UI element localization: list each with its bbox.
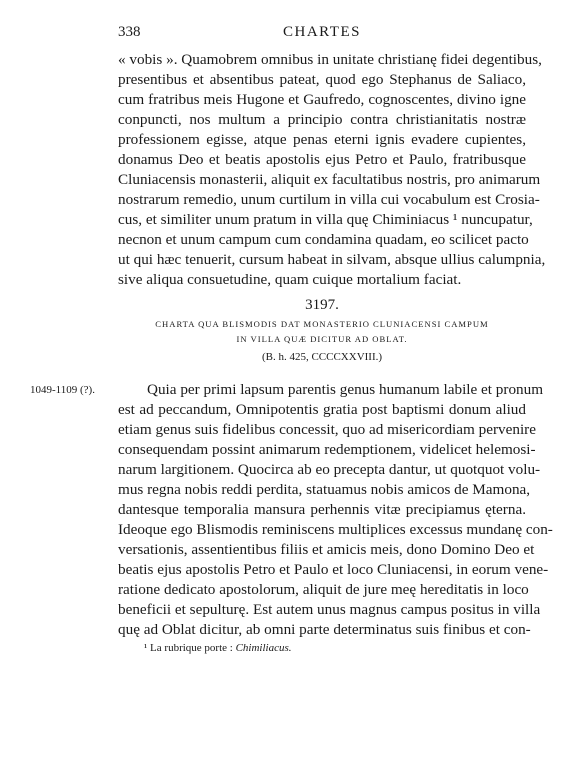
footnote-italic: Chimiliacus. — [235, 642, 292, 654]
text-line: Ideoque ego Blismodis reminiscens multiplices excessus mundanę con- — [118, 521, 553, 538]
text-line: Cluniacensis monasterii, aliquit ex facultatibus nostris, pro animarum — [118, 171, 541, 188]
text-line: mus regna nobis reddi perdita, statuamus nobis amicos de Mamona, — [118, 481, 531, 498]
charter-number: 3197. — [305, 297, 339, 313]
page-header — [118, 24, 526, 44]
page-number: 338 — [118, 24, 141, 40]
text-line: ratione dedicato apostolorum, aliquit de jure meę hereditatis in loco — [118, 581, 529, 598]
charter-title-line-2: IN VILLA QUÆ DICITUR AD OBLAT. — [236, 334, 408, 344]
text-line: beneficii et sepulturę. Est autem unus magnus campus positus in villa — [118, 601, 541, 618]
text-line: donamus Deo et beatis apostolis ejus Petro et Paulo, fratribusque — [118, 151, 526, 168]
charter-reference: (B. h. 425, CCCCXXVIII.) — [261, 351, 383, 363]
running-title: CHARTES — [283, 24, 361, 40]
text-line: versationis, assentientibus filiis et amicis meis, dono Domino Deo et — [118, 541, 535, 558]
text-line: ut qui hæc tenuerit, cursum habeat in silvam, absque ullius calumpnia, — [118, 251, 546, 268]
text-line: cum fratribus meis Hugone et Gaufredo, cognoscentes, divino igne — [118, 91, 526, 108]
text-line: nostrarum remedio, unum curtilum in villa cui vocabulum est Crosia- — [118, 191, 540, 208]
footnote-text: ¹ La rubrique porte : — [144, 642, 233, 654]
text-line: sive aliqua consuetudine, quam cuique mortalium faciat. — [118, 271, 462, 288]
text-line: consequendam possint animarum redemptionem, videlicet helemosi- — [118, 441, 536, 458]
text-line: « vobis ». Quamobrem omnibus in unitate christianę fidei degentibus, — [118, 51, 542, 68]
text-line: dantesque temporalia mansura perhennis vitæ precipiamus ęterna. — [118, 501, 526, 518]
text-line: quę ad Oblat dicitur, ab omni parte determinatus suis finibus et con- — [118, 621, 531, 638]
text-line: presentibus et absentibus pateat, quod ego Stephanus de Saliaco, — [118, 71, 526, 88]
text-line: etiam genus suis fidelibus concessit, quo ad misericordiam pervenire — [118, 421, 536, 438]
text-line: est ad peccandum, Omnipotentis gratia post baptismi donum aliud — [118, 401, 526, 418]
text-line: beatis ejus apostolis Petro et Paulo et loco Cluniacensi, in eorum vene- — [118, 561, 549, 578]
text-line: conpuncti, nos multum a principio contra christianitatis nostræ — [118, 111, 526, 128]
footnote — [144, 642, 292, 654]
margin-date: 1049-1109 (?). — [30, 384, 95, 396]
charter-title-line-1: CHARTA QUA BLISMODIS DAT MONASTERIO CLUNIACENSI CAMPUM — [155, 319, 489, 329]
text-line: Quia per primi lapsum parentis genus humanum labile et pronum — [147, 381, 544, 398]
text-line: narum largitionem. Quocirca ab eo precepta dantur, ut quotquot volu- — [118, 461, 541, 478]
text-line: necnon et unum campum cum condamina quadam, eo scilicet pacto — [118, 231, 529, 248]
text-line: professionem egisse, atque penas eterni ignis evadere cupientes, — [118, 131, 526, 148]
text-line: cus, et similiter unum pratum in villa quę Chiminiacus ¹ nuncupatur, — [118, 211, 533, 228]
